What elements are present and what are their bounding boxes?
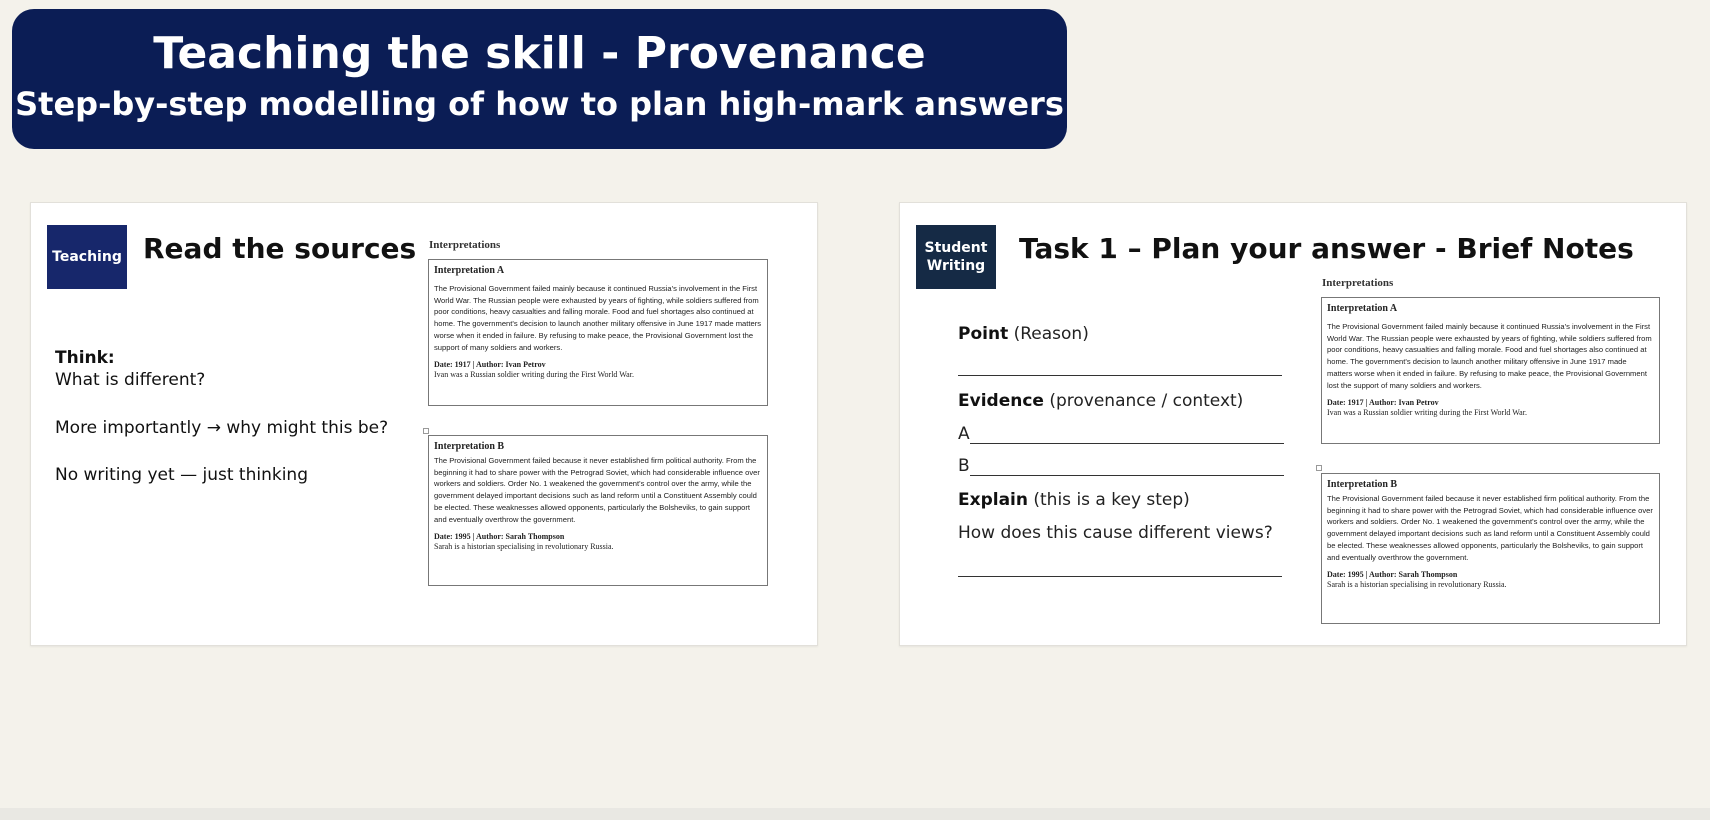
interpretation-b-note: Sarah is a historian specialising in revolutionary Russia. [1327,579,1507,589]
evidence-b-label: B [958,456,970,476]
resize-handle[interactable] [1316,465,1322,471]
interpretation-a-text: The Provisional Government failed mainly because it continued Russia's involvement in the First World War. The Russian people were exhausted by years of fighting, while soldiers suffered from poor conditions, heavy casualties and falling morale. Food and fuel shortages also continued at home. The government's decision to launch another military offensive in June 1917 made matters worse when it ended in failure. By refusing to make peace, the Provisional Government lost the support of many soldiers and workers. [1327,321,1652,390]
explain-rest: (this is a key step) [1027,490,1190,510]
interpretations-label: Interpretations [1322,277,1394,289]
evidence-rest: (provenance / context) [1043,391,1244,411]
student-writing-tag [916,225,996,289]
interpretation-b-title: Interpretation B [434,441,505,452]
interpretation-a-box[interactable] [428,259,768,406]
evidence-label [958,391,1243,411]
think-label: Think: [55,348,115,368]
banner-title: Teaching the skill - Provenance [153,28,926,79]
think-line-1: What is different? [55,370,206,390]
interpretation-a-title: Interpretation A [434,265,505,276]
point-writing-line[interactable] [958,375,1282,376]
interpretation-a-meta: Date: 1917 | Author: Ivan Petrov [434,359,546,369]
explain-label [958,490,1190,510]
interpretation-a-box[interactable] [1321,297,1660,444]
interpretation-a-title: Interpretation A [1327,303,1398,314]
interpretation-a-note: Ivan was a Russian soldier writing during the First World War. [434,369,634,379]
explain-writing-line[interactable] [958,576,1282,577]
interpretation-b-note: Sarah is a historian specialising in revolutionary Russia. [434,541,614,551]
think-line-3: No writing yet — just thinking [55,465,308,485]
student-writing-slide[interactable] [899,202,1687,646]
slide-heading: Read the sources [143,232,417,265]
point-bold: Point [958,324,1009,344]
evidence-a-line[interactable] [970,443,1284,444]
banner-subtitle: Step-by-step modelling of how to plan high-mark answers [15,85,1064,123]
teaching-slide[interactable] [30,202,818,646]
resize-handle[interactable] [423,428,429,434]
teaching-tag: Teaching [47,225,127,289]
tag-line-1: Student [924,240,988,256]
explain-bold: Explain [958,490,1028,510]
evidence-b-line[interactable] [970,475,1284,476]
interpretation-b-title: Interpretation B [1327,479,1398,490]
interpretation-b-meta: Date: 1995 | Author: Sarah Thompson [434,531,565,541]
interpretation-a-note: Ivan was a Russian soldier writing during the First World War. [1327,407,1527,417]
point-rest: (Reason) [1008,324,1089,344]
interpretation-b-text: The Provisional Government failed because it never established firm political authority. From the beginning it had to share power with the Petrograd Soviet, which had considerable influence over workers and soldiers. Order No. 1 weakened the government's control over the army, while the government delayed important decisions such as land reform until a Constituent Assembly could be elected. These weaknesses allowed opponents, particularly the Bolsheviks, to gain support and eventually overthrow the government. [434,455,760,524]
interpretation-b-box[interactable] [1321,473,1660,624]
point-label [958,324,1089,344]
tag-line-2: Writing [926,258,986,274]
evidence-a-label: A [958,424,970,444]
title-banner [12,9,1067,149]
interpretation-a-meta: Date: 1917 | Author: Ivan Petrov [1327,397,1439,407]
slide-heading: Task 1 – Plan your answer - Brief Notes [1019,232,1634,265]
interpretation-a-text: The Provisional Government failed mainly because it continued Russia's involvement in the First World War. The Russian people were exhausted by years of fighting, while soldiers suffered from poor conditions, heavy casualties and falling morale. Food and fuel shortages also continued at home. The government's decision to launch another military offensive in June 1917 made matters worse when it ended in failure. By refusing to make peace, the Provisional Government lost the support of many soldiers and workers. [434,283,762,352]
explain-question: How does this cause different views? [958,523,1273,543]
interpretation-b-meta: Date: 1995 | Author: Sarah Thompson [1327,569,1458,579]
interpretation-b-box[interactable] [428,435,768,586]
think-line-2: More importantly → why might this be? [55,418,389,438]
interpretations-label: Interpretations [429,239,501,251]
evidence-bold: Evidence [958,391,1044,411]
interpretation-b-text: The Provisional Government failed because it never established firm political authority. From the beginning it had to share power with the Petrograd Soviet, which had considerable influence over workers and soldiers. Order No. 1 weakened the government's control over the army, while the government delayed important decisions such as land reform until a Constituent Assembly could be elected. These weaknesses allowed opponents, particularly the Bolsheviks, to gain support and eventually overthrow the government. [1327,493,1653,562]
